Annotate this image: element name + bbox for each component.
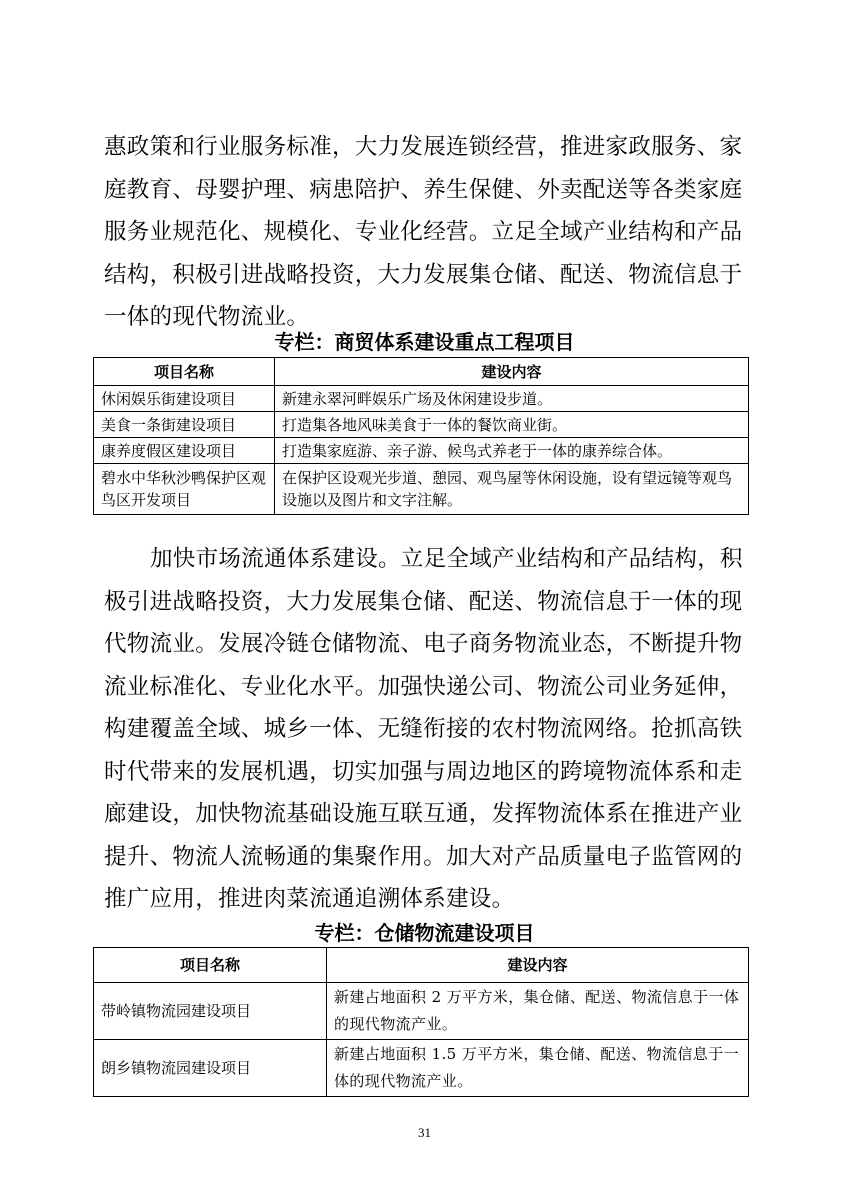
paragraph-line: 提升、物流人流畅通的集聚作用。加大对产品质量电子监管网的 [104,843,743,870]
project-name-cell: 朗乡镇物流园建设项目 [94,1040,327,1097]
table-row [94,438,749,464]
table-row [94,412,749,438]
project-name-cell: 带岭镇物流园建设项目 [94,983,327,1040]
paragraph-line: 结构，积极引进战略投资，大力发展集仓储、配送、物流信息于 [104,261,743,288]
paragraph-line: 代物流业。发展冷链仓储物流、电子商务物流业态，不断提升物 [104,631,743,657]
paragraph-line: 流业标准化、专业化水平。加强快递公司、物流公司业务延伸， [104,673,743,700]
project-name-cell: 美食一条街建设项目 [94,412,275,438]
project-content-cell: 打造集各地风味美食于一体的餐饮商业街。 [275,412,749,438]
paragraph-line: 极引进战略投资，大力发展集仓储、配送、物流信息于一体的现 [104,588,743,615]
table-header-row [94,358,749,386]
table-row [94,464,749,515]
commerce-projects-table [93,357,749,515]
paragraph-line: 构建覆盖全域、城乡一体、无缝衔接的农村物流网络。抢抓高铁 [104,716,743,742]
column-header-content: 建设内容 [275,358,749,386]
paragraph-line: 推广应用，推进肉菜流通追溯体系建设。 [104,886,515,912]
paragraph-line: 一体的现代物流业。 [104,304,310,330]
project-name-cell: 休闲娱乐街建设项目 [94,386,275,412]
project-name-cell: 碧水中华秋沙鸭保护区观鸟区开发项目 [94,464,275,515]
paragraph-line: 惠政策和行业服务标准，大力发展连锁经营，推进家政服务、家 [104,134,743,160]
table-header-row [94,948,749,983]
paragraph-line: 服务业规范化、规模化、专业化经营。立足全域产业结构和产品 [104,219,743,245]
logistics-projects-table [93,947,749,1097]
column-header-name: 项目名称 [94,358,275,386]
paragraph-2 [104,538,748,921]
column-header-name: 项目名称 [94,948,327,983]
project-content-cell: 在保护区设观光步道、憩园、观鸟屋等休闲设施，设有望远镜等观鸟设施以及图片和文字注解。 [275,464,749,515]
project-name-cell: 康养度假区建设项目 [94,438,275,464]
paragraph-1 [104,126,748,339]
paragraph-line: 廊建设，加快物流基础设施互联互通，发挥物流体系在推进产业 [104,801,743,827]
table-caption: 专栏：商贸体系建设重点工程项目 [274,330,575,354]
table-row [94,983,749,1040]
table-row [94,386,749,412]
paragraph-line: 庭教育、母婴护理、病患陪护、养生保健、外卖配送等各类家庭 [104,176,743,203]
table-caption: 专栏：仓储物流建设项目 [314,921,535,945]
column-header-content: 建设内容 [327,948,749,983]
project-content-cell: 新建占地面积 2 万平方米，集仓储、配送、物流信息于一体的现代物流产业。 [327,983,749,1040]
paragraph-line: 加快市场流通体系建设。立足全域产业结构和产品结构，积 [150,546,743,572]
project-content-cell: 新建永翠河畔娱乐广场及休闲建设步道。 [275,386,749,412]
page-number: 31 [418,1125,431,1140]
project-content-cell: 新建占地面积 1.5 万平方米，集仓储、配送、物流信息于一体的现代物流产业。 [327,1040,749,1097]
project-content-cell: 打造集家庭游、亲子游、候鸟式养老于一体的康养综合体。 [275,438,749,464]
table-row [94,1040,749,1097]
paragraph-line: 时代带来的发展机遇，切实加强与周边地区的跨境物流体系和走 [104,758,743,785]
